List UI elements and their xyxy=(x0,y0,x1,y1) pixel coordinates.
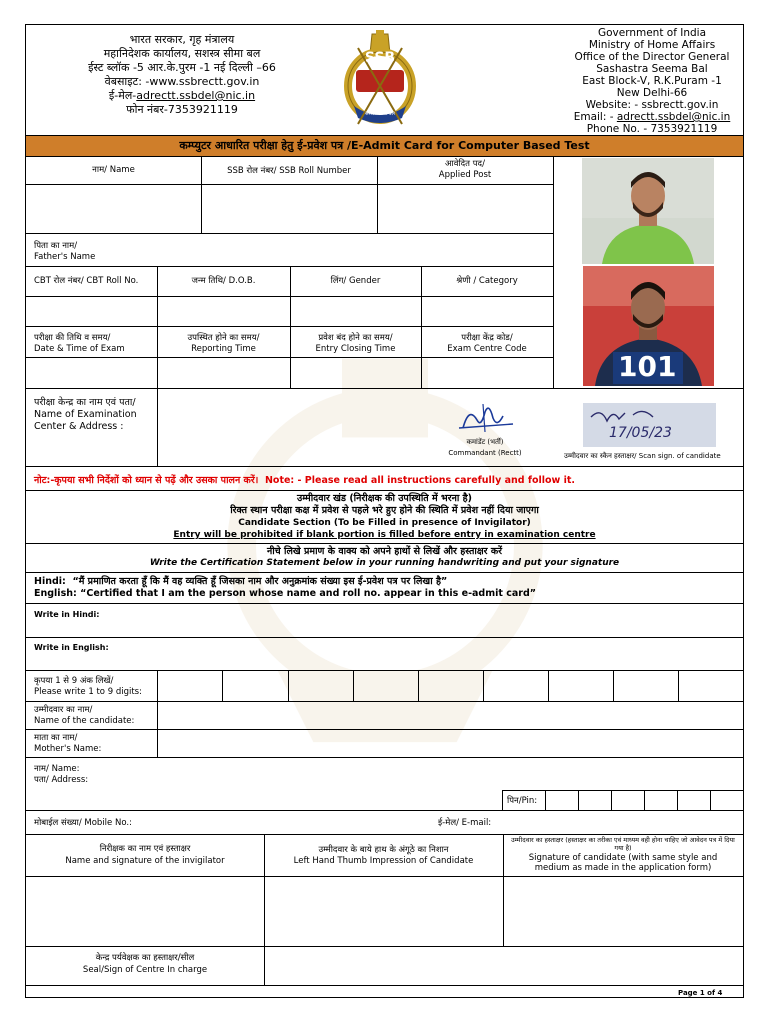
english-statement: “Certified that I am the person whose name and roll no. appear in this e-admit card” xyxy=(80,588,536,599)
candidate-section-hi1: उम्मीदवार खंड (निरीक्षक की उपस्थिति में भरना है) xyxy=(296,493,473,504)
pin-label: पिन/Pin: xyxy=(507,796,538,806)
note-hindi: नोट:-कृपया सभी निर्देशों को ध्यान से पढ़ें और उसका पालन करें। xyxy=(34,475,259,486)
hindi-label: Hindi: xyxy=(34,576,66,587)
commandant-signature xyxy=(455,398,517,436)
certification-title-hi: नीचे लिखे प्रमाण के वाक्य को अपने हाथों से लिखें और हस्ताक्षर करें xyxy=(266,546,503,557)
invigilator-label-en: Name and signature of the invigilator xyxy=(65,856,225,866)
header-english-line: Office of the Director General xyxy=(574,51,730,63)
closing-time-label-hi: प्रवेश बंद होने का समय/ xyxy=(318,333,393,343)
ssb-watermark-emblem xyxy=(200,330,570,760)
header-english-line: Phone No. - 7353921119 xyxy=(586,123,718,135)
page-number: Page 1 of 4 xyxy=(678,989,723,997)
mobile-label: मोबाईल संख्या/ Mobile No.: xyxy=(34,818,132,828)
reporting-time-label-en: Reporting Time xyxy=(191,344,256,354)
exam-date-label-en: Date & Time of Exam xyxy=(34,344,125,354)
write-english-label: Write in English: xyxy=(34,643,109,652)
applied-post-label-hi: आवेदित पद/ xyxy=(445,159,485,169)
address-name-label: नाम/ Name: xyxy=(34,764,80,774)
seal-label-en: Seal/Sign of Centre In charge xyxy=(82,965,208,975)
instructions-note xyxy=(34,473,575,486)
candidate-name-label-en: Name of the candidate: xyxy=(34,716,135,726)
hindi-statement: “मैं प्रमाणित करता हूँ कि मैं वह व्यक्ति हूँ जिसका नाम और अनुक्रमांक संख्या इस ई-प्रवेश पत्र पर लिखा है” xyxy=(72,576,448,587)
thumb-label-en: Left Hand Thumb Impression of Candidate xyxy=(293,856,474,866)
thumb-label-hi: उम्मीदवार के बाये हाथ के अंगूठे का निशान xyxy=(318,845,449,855)
header-hindi-line: भारत सरकार, गृह मंत्रालय xyxy=(129,33,235,46)
header-english-line: Sashastra Seema Bal xyxy=(596,63,708,75)
header-hindi-email-link[interactable]: adrectt.ssbdel@nic.in xyxy=(136,89,256,102)
centre-name-label-hi: परीक्षा केन्द्र का नाम एवं पता/ xyxy=(34,397,136,408)
scan-sign-label: उम्मीदवार का स्कैन हस्ताक्षर/ Scan sign. of candidate xyxy=(564,452,721,460)
header-english-block xyxy=(562,27,742,135)
father-name-label-en: Father's Name xyxy=(34,252,96,262)
mother-name-label-en: Mother's Name: xyxy=(34,744,102,754)
centre-code-label-en: Exam Centre Code xyxy=(447,344,527,354)
address-label: पता/ Address: xyxy=(34,775,89,785)
ssb-roll-label: SSB रोल नंबर/ SSB Roll Number xyxy=(227,166,351,176)
header-english-line: Website: - ssbrectt.gov.in xyxy=(585,99,719,111)
candidate-name-label-hi: उम्मीदवार का नाम/ xyxy=(34,705,93,715)
header-email-label: Email: - xyxy=(573,111,614,123)
name-label: नाम/ Name xyxy=(92,165,135,175)
invigilator-label-hi: निरीक्षक का नाम एवं हस्ताक्षर xyxy=(99,844,191,854)
closing-time-label-en: Entry Closing Time xyxy=(315,344,396,354)
note-english: Note: - Please read all instructions carefully and follow it. xyxy=(264,475,576,486)
seal-label-hi: केन्द्र पर्यवेक्षक का हस्ताक्षर/सील xyxy=(95,953,195,963)
admit-card-title-banner: कम्प्युटर आधारित परीक्षा हेतु ई-प्रवेश पत्र /E-Admit Card for Computer Based Test xyxy=(26,135,743,157)
scanned-signature-box xyxy=(583,403,716,447)
centre-code-label-hi: परीक्षा केंद्र कोड/ xyxy=(461,333,513,343)
mother-name-label-hi: माता का नाम/ xyxy=(34,733,78,743)
candidate-section-en1: Candidate Section (To be Filled in presence of Invigilator) xyxy=(238,518,531,528)
category-label: श्रेणी / Category xyxy=(456,276,518,286)
candidate-signature-label-en: Signature of candidate (with same style and medium as made in the application form) xyxy=(528,853,718,873)
candidate-section-en2: Entry will be prohibited if blank portion is filled before entry in examination centre xyxy=(173,530,596,540)
header-english-line: East Block-V, R.K.Puram -1 xyxy=(582,75,722,87)
chest-number: 101 xyxy=(618,350,677,383)
certification-english-line xyxy=(34,588,536,599)
header-hindi-block xyxy=(72,33,292,117)
handwritten-date: 17/05/23 xyxy=(609,425,672,441)
header-email-link[interactable]: adrectt.ssbdel@nic.in xyxy=(616,111,731,123)
english-label: English: xyxy=(34,588,77,599)
candidate-photo xyxy=(582,158,714,264)
commandant-label-hi: कमांडेंट (भर्ती) xyxy=(466,438,504,446)
logo-text: SSB xyxy=(364,50,396,66)
certification-title-en: Write the Certification Statement below in your running handwriting and put your signature xyxy=(149,558,620,568)
dob-label: जन्म तिथि/ D.O.B. xyxy=(191,276,256,286)
centre-address-label-en: Center & Address : xyxy=(34,421,124,432)
candidate-signature-label-hi: उम्मीदवार का हस्ताक्षर (हस्ताक्षर का तरीका एवं माध्यम वही होना चाहिए जो आवेदन पत्र में दिया गया है) xyxy=(511,836,735,852)
header-hindi-line: वेबसाइट: -www.ssbrectt.gov.in xyxy=(104,75,260,88)
commandant-label-en: Commandant (Rectt) xyxy=(448,449,522,457)
gender-label: लिंग/ Gender xyxy=(330,276,381,286)
header-english-line: Ministry of Home Affairs xyxy=(588,39,716,51)
exam-date-label-hi: परीक्षा की तिथि व समय/ xyxy=(34,333,111,343)
applied-post-label-en: Applied Post xyxy=(438,170,492,180)
father-name-label-hi: पिता का नाम/ xyxy=(34,241,78,251)
certification-hindi-line xyxy=(34,576,447,587)
digits-label-en: Please write 1 to 9 digits: xyxy=(34,687,142,697)
header-hindi-email-label: ई-मेल- xyxy=(108,89,137,102)
header-english-line: Government of India xyxy=(597,27,707,39)
header-hindi-line: महानिदेशक कार्यालय, सशस्त्र सीमा बल xyxy=(103,47,261,60)
write-hindi-label: Write in Hindi: xyxy=(34,610,100,619)
email-label: ई-मेल/ E-mail: xyxy=(438,818,492,828)
header-english-line: New Delhi-66 xyxy=(616,87,688,99)
centre-name-label-en: Name of Examination xyxy=(34,409,137,420)
header-hindi-line: ईस्ट ब्लॉक -5 आर.के.पुरम -1 नई दिल्ली –66 xyxy=(88,61,276,74)
digits-label-hi: कृपया 1 से 9 अंक लिखें/ xyxy=(34,676,114,686)
cbt-roll-label: CBT रोल नंबर/ CBT Roll No. xyxy=(34,276,139,286)
header-hindi-line: फोन नंबर-7353921119 xyxy=(126,103,238,116)
reporting-time-label-hi: उपस्थित होने का समय/ xyxy=(187,333,260,343)
logo-motto: सशस्त्र सीमा बल xyxy=(365,111,395,117)
candidate-section-hi2: रिक्त स्थान परीक्षा कक्ष में प्रवेश से पहले भरे हुए होने की स्थिति में प्रवेश नहीं दिया जाएगा xyxy=(230,505,539,516)
